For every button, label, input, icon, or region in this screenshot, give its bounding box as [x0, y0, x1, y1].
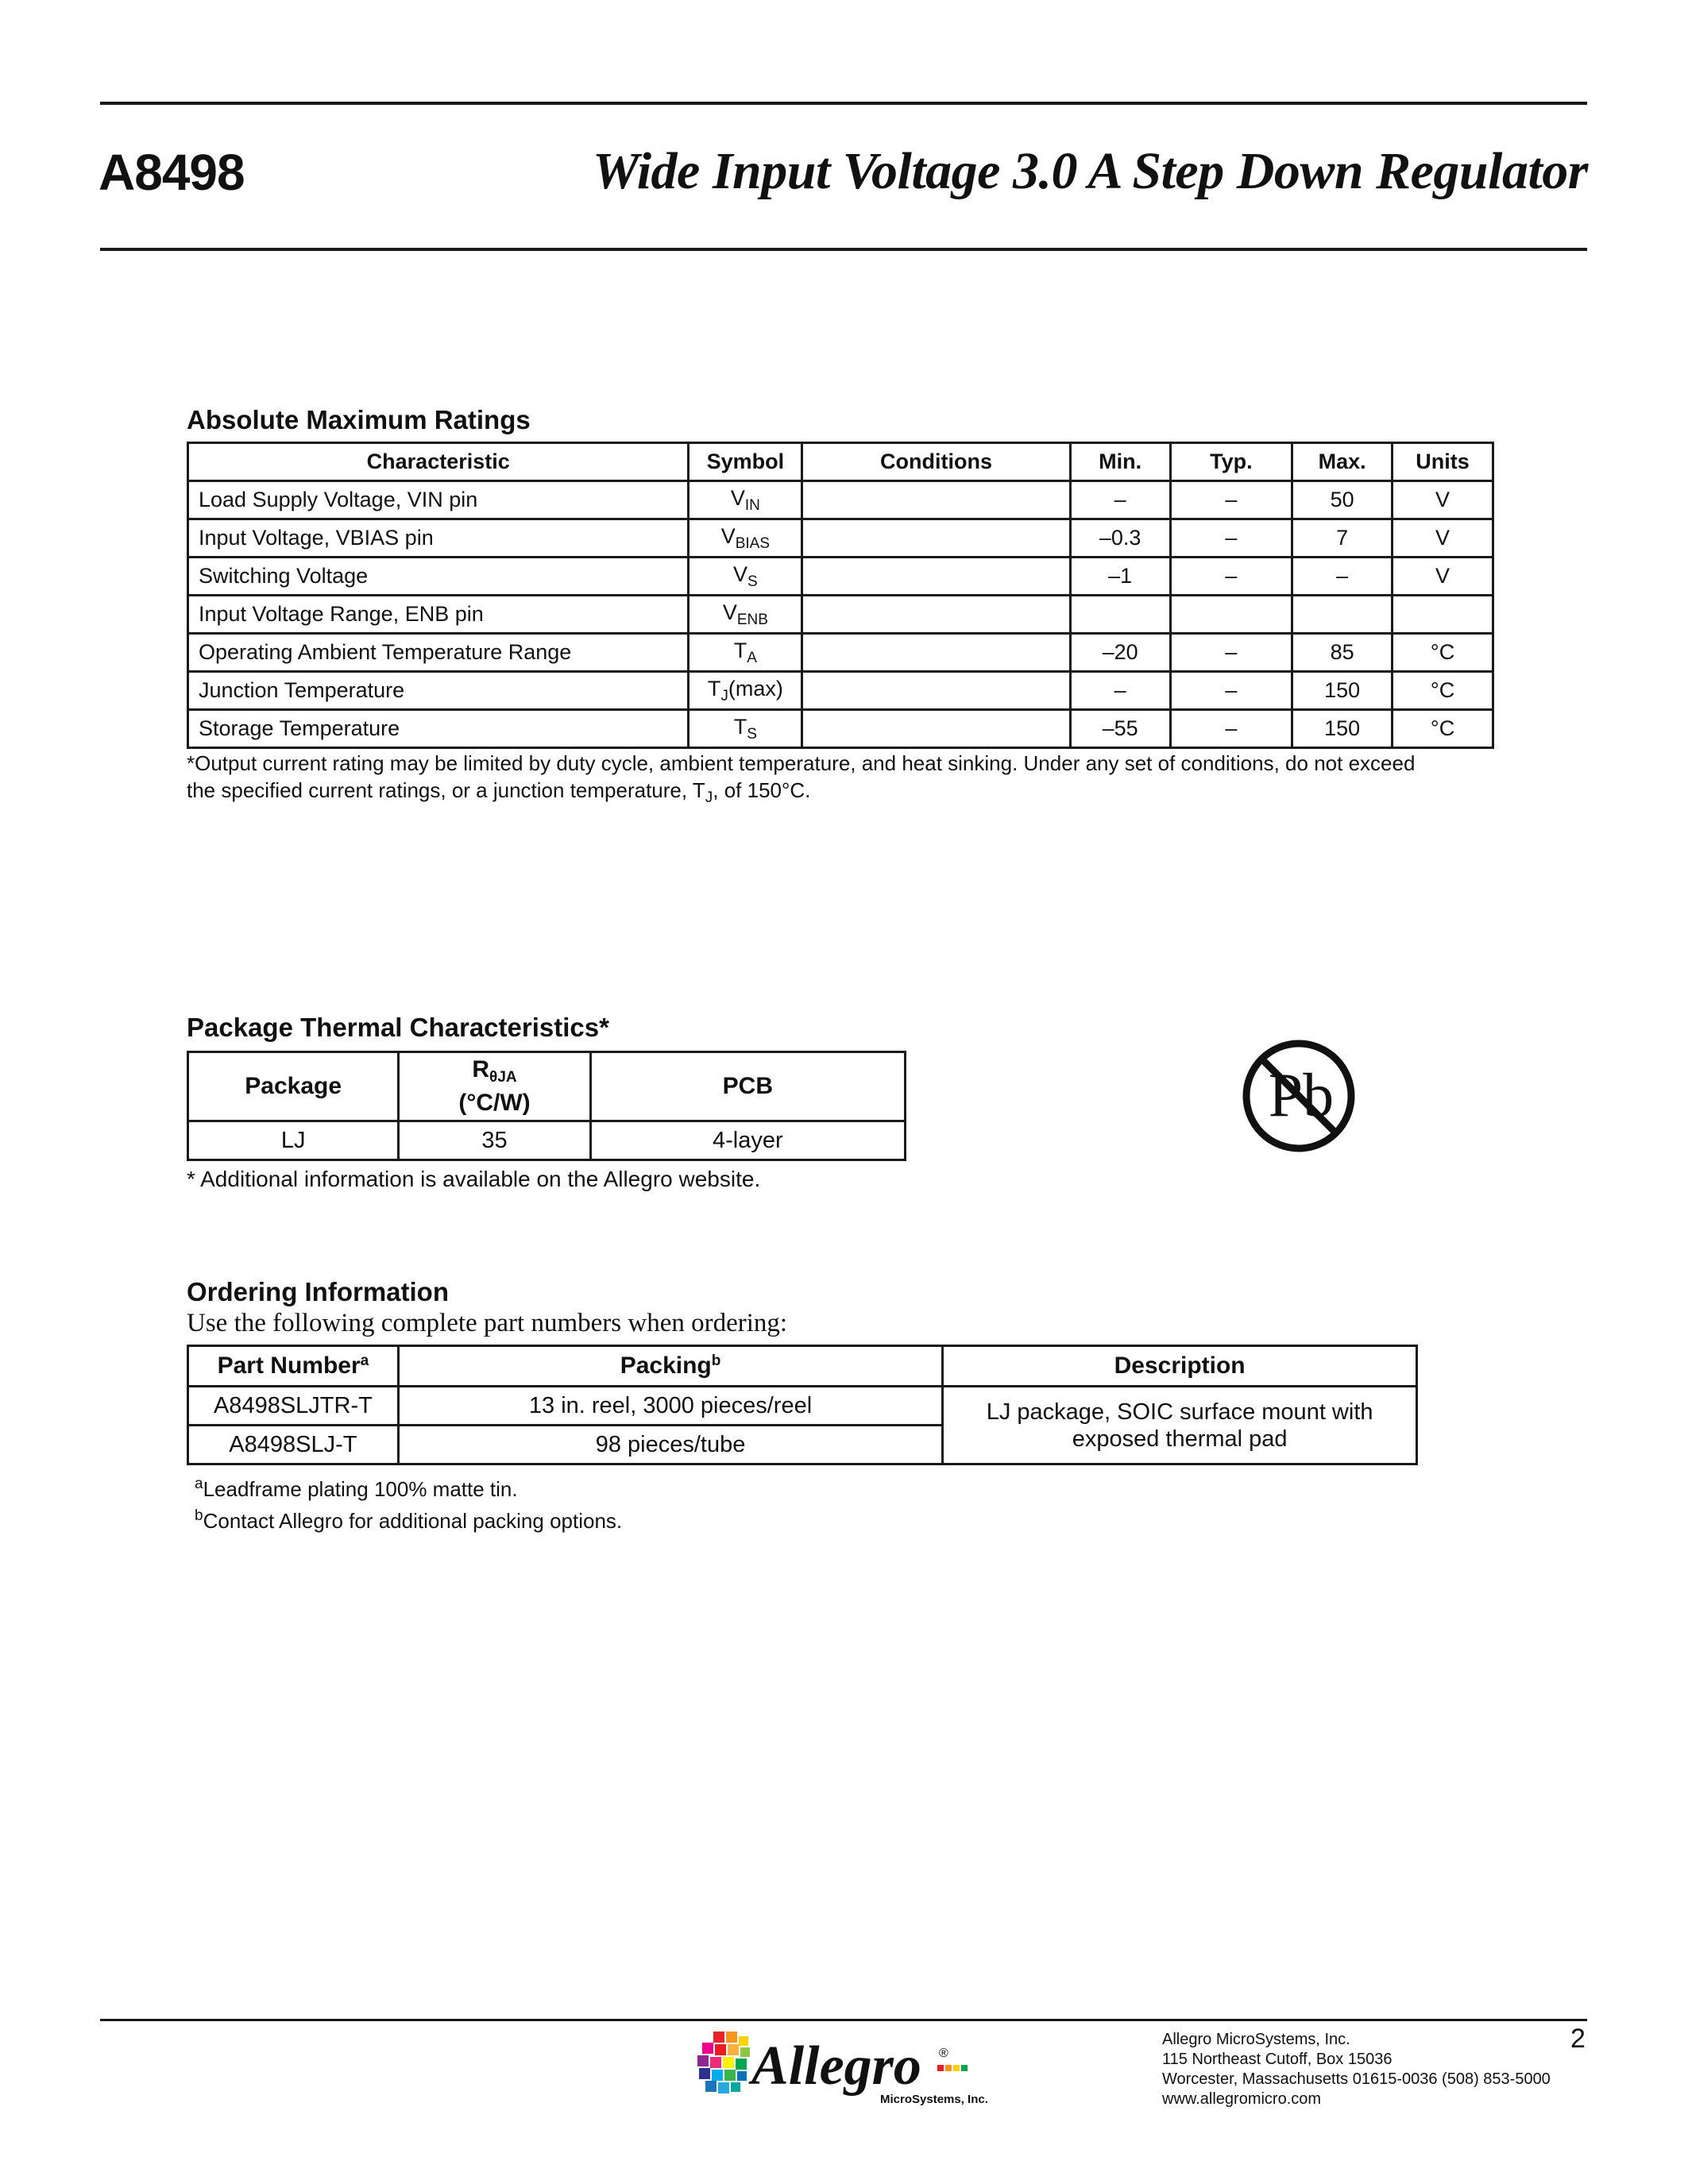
cell-units: V [1393, 558, 1493, 596]
amr-footnote-line1: *Output current rating may be limited by duty cycle, ambient temperature, and heat sinking. Under any set of conditions, do not exceed [187, 751, 1416, 775]
cell-conditions [802, 634, 1070, 672]
col-theta-ja: $R_{\theta JA}$ (°C/W) [399, 1052, 590, 1121]
cell-symbol: $V_S$ [689, 558, 802, 596]
cell-units: °C [1393, 672, 1493, 710]
footnote-a: $^a$Leadframe plating 100% matte tin. [195, 1476, 518, 1501]
address-line: Worcester, Massachusetts 01615-0036 (508) 853-5000 [1162, 2070, 1551, 2088]
cell-typ: – [1170, 558, 1292, 596]
cell-characteristic: Operating Ambient Temperature Range [188, 634, 689, 672]
table-header-row [188, 443, 1493, 481]
cell-symbol: $T_A$ [689, 634, 802, 672]
col-part-number: Part Number$^a$ [188, 1346, 399, 1387]
cell-conditions [802, 481, 1070, 519]
cell-typ: – [1170, 672, 1292, 710]
cell-symbol: $V_{IN}$ [689, 481, 802, 519]
table-row [188, 558, 1493, 596]
col-pcb: PCB [590, 1052, 905, 1121]
document-title: Wide Input Voltage 3.0 A Step Down Regulator [592, 142, 1588, 200]
svg-text:Pb: Pb [1268, 1060, 1335, 1129]
col-characteristic: Characteristic [188, 443, 689, 481]
cell-typ: – [1170, 481, 1292, 519]
ordering-footnotes [195, 1471, 622, 1534]
part-number: A8498 [98, 144, 245, 201]
cell-typ: – [1170, 634, 1292, 672]
allegro-logo [689, 2025, 999, 2113]
header-rule-top [100, 102, 1587, 105]
cell-max [1292, 596, 1393, 634]
table-row [188, 1387, 1417, 1426]
table-row [188, 672, 1493, 710]
cell-package: LJ [188, 1121, 399, 1160]
col-packing: Packing$^b$ [398, 1346, 942, 1387]
col-conditions: Conditions [802, 443, 1070, 481]
table-row [188, 634, 1493, 672]
cell-min: – [1070, 672, 1170, 710]
cell-conditions [802, 672, 1070, 710]
col-units: Units [1393, 443, 1493, 481]
cell-units: V [1393, 519, 1493, 558]
table-row [188, 710, 1493, 748]
col-description: Description [943, 1346, 1417, 1387]
cell-max: – [1292, 558, 1393, 596]
footer-rule [100, 2019, 1587, 2021]
cell-min [1070, 596, 1170, 634]
col-symbol: Symbol [689, 443, 802, 481]
cell-conditions [802, 596, 1070, 634]
footer-address [1162, 2030, 1551, 2109]
svg-text:Allegro: Allegro [751, 2035, 921, 2097]
cell-max: 7 [1292, 519, 1393, 558]
amr-footnote [187, 750, 1505, 812]
cell-characteristic: Storage Temperature [188, 710, 689, 748]
address-line: Allegro MicroSystems, Inc. [1162, 2031, 1350, 2048]
col-max: Max. [1292, 443, 1393, 481]
cell-typ [1170, 596, 1292, 634]
cell-packing: 13 in. reel, 3000 pieces/reel [398, 1387, 942, 1426]
cell-typ: – [1170, 519, 1292, 558]
ordering-title: Ordering Information [187, 1277, 449, 1306]
website-link[interactable]: www.allegromicro.com [1162, 2090, 1322, 2108]
cell-min: – [1070, 481, 1170, 519]
cell-theta-ja: 35 [399, 1121, 590, 1160]
cell-characteristic: Switching Voltage [188, 558, 689, 596]
svg-text:®: ® [939, 2047, 948, 2060]
address-line: 115 Northeast Cutoff, Box 15036 [1162, 2051, 1393, 2068]
col-typ: Typ. [1170, 443, 1292, 481]
cell-characteristic: Input Voltage, VBIAS pin [188, 519, 689, 558]
cell-characteristic: Input Voltage Range, ENB pin [188, 596, 689, 634]
cell-units: °C [1393, 634, 1493, 672]
header-rule-bottom [100, 248, 1587, 251]
cell-characteristic: Junction Temperature [188, 672, 689, 710]
cell-min: –20 [1070, 634, 1170, 672]
cell-max: 150 [1292, 672, 1393, 710]
cell-units [1393, 596, 1493, 634]
cell-symbol: $T_J(\max)$ [689, 672, 802, 710]
cell-symbol: $T_S$ [689, 710, 802, 748]
cell-description: LJ package, SOIC surface mount with exposed thermal pad [943, 1387, 1417, 1464]
table-row [188, 1121, 906, 1160]
footnote-b: $^b$Contact Allegro for additional packing options. [195, 1507, 623, 1533]
cell-packing: 98 pieces/tube [398, 1426, 942, 1464]
ordering-subtitle: Use the following complete part numbers when ordering: [187, 1309, 788, 1337]
amr-footnote-line2: the specified current ratings, or a junction temperature, $T_J$, of 150°C. [187, 778, 811, 806]
table-header-row [188, 1346, 1417, 1387]
amr-title: Absolute Maximum Ratings [187, 405, 531, 434]
cell-characteristic: Load Supply Voltage, VIN pin [188, 481, 689, 519]
table-row [188, 519, 1493, 558]
cell-min: –55 [1070, 710, 1170, 748]
cell-conditions [802, 710, 1070, 748]
table-row [188, 596, 1493, 634]
cell-units: °C [1393, 710, 1493, 748]
cell-symbol: $V_{ENB}$ [689, 596, 802, 634]
col-package: Package [188, 1052, 399, 1121]
ordering-table [187, 1345, 1418, 1465]
cell-min: –1 [1070, 558, 1170, 596]
svg-text:MicroSystems, Inc.: MicroSystems, Inc. [880, 2093, 988, 2106]
table-row [188, 481, 1493, 519]
cell-max: 85 [1292, 634, 1393, 672]
thermal-footnote: * Additional information is available on the Allegro website. [187, 1167, 761, 1191]
cell-max: 150 [1292, 710, 1393, 748]
absolute-max-table [187, 442, 1494, 749]
cell-part-number: A8498SLJTR-T [188, 1387, 399, 1426]
cell-typ: – [1170, 710, 1292, 748]
cell-min: –0.3 [1070, 519, 1170, 558]
cell-conditions [802, 519, 1070, 558]
table-header-row [188, 1052, 906, 1121]
col-min: Min. [1070, 443, 1170, 481]
cell-pcb: 4-layer [590, 1121, 905, 1160]
cell-symbol: $V_{BIAS}$ [689, 519, 802, 558]
cell-part-number: A8498SLJ-T [188, 1426, 399, 1464]
cell-conditions [802, 558, 1070, 596]
cell-max: 50 [1292, 481, 1393, 519]
thermal-table [187, 1051, 906, 1161]
thermal-title: Package Thermal Characteristics* [187, 1013, 609, 1042]
page-number: 2 [1570, 2024, 1586, 2054]
pb-free-icon [1239, 1036, 1358, 1156]
cell-units: V [1393, 481, 1493, 519]
